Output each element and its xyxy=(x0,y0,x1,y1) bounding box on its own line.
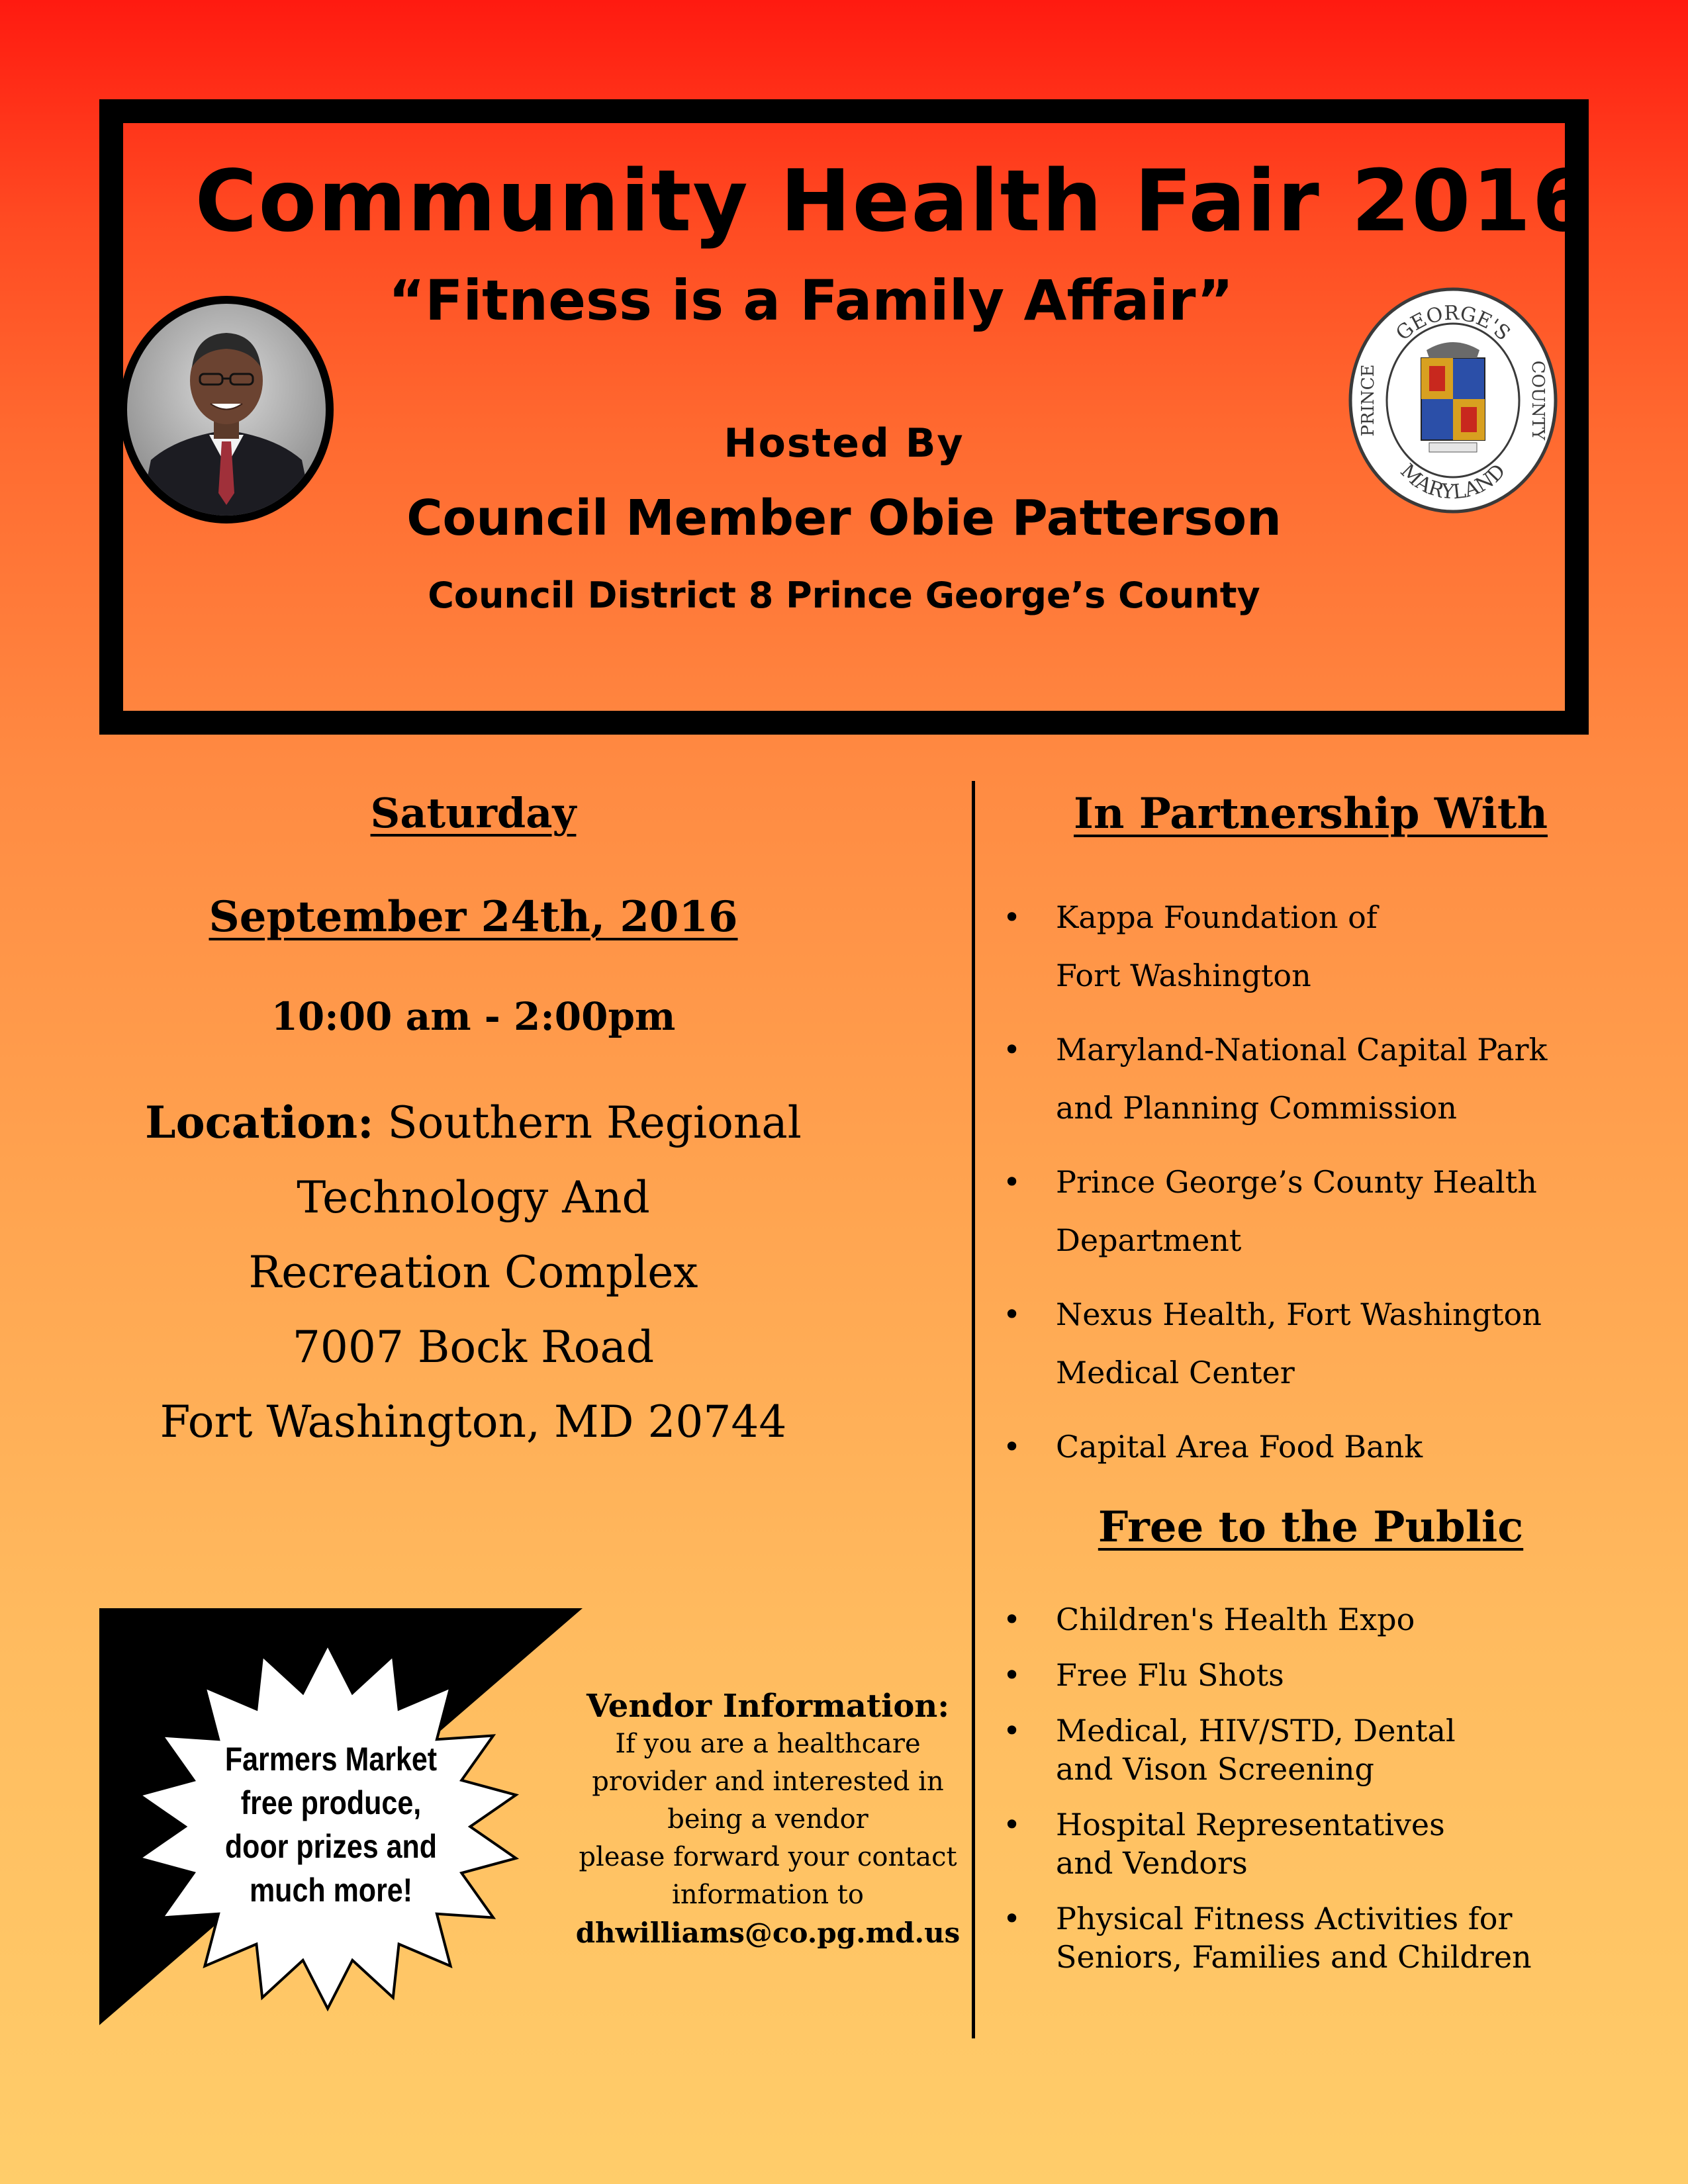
farmers-market-text: Farmers Market free produce, door prizes and much more! xyxy=(224,1741,438,1909)
vendor-line: If you are a healthcare xyxy=(615,1729,921,1759)
free-item: • Children's Health Expo xyxy=(1003,1602,1415,1637)
event-location xyxy=(93,1085,854,1459)
event-time: 10:00 am - 2:00pm xyxy=(271,994,676,1039)
council-district: Council District 8 Prince George’s County xyxy=(428,574,1260,616)
county-seal xyxy=(1347,287,1559,515)
partner-item: • Maryland-National Capital Park and Planning Commission xyxy=(1003,1032,1548,1126)
free-item: • Free Flu Shots xyxy=(1003,1657,1284,1693)
event-day: Saturday xyxy=(370,789,577,837)
vendor-line: being a vendor xyxy=(667,1804,868,1835)
partners-list xyxy=(1003,888,1585,1492)
vendor-email: dhwilliams@co.pg.md.us xyxy=(575,1917,961,1949)
location-line: Location: Southern Regional xyxy=(145,1097,802,1148)
vendor-title: Vendor Information: xyxy=(586,1688,950,1725)
free-item: • Hospital Representatives and Vendors xyxy=(1003,1807,1445,1881)
free-services-list xyxy=(1003,1600,1599,1993)
seal-right-text: COUNTY xyxy=(1528,360,1548,441)
page-title: Community Health Fair 2016 xyxy=(195,152,1593,251)
partner-item: • Prince George’s County Health Department xyxy=(1003,1164,1537,1258)
seal-left-text: PRINCE xyxy=(1358,364,1378,437)
free-item: • Medical, HIV/STD, Dental and Vison Screening xyxy=(1003,1713,1456,1787)
vendor-line: please forward your contact xyxy=(579,1842,957,1872)
vendor-line: information to xyxy=(672,1880,864,1910)
host-name: Council Member Obie Patterson xyxy=(406,490,1282,547)
vendor-information xyxy=(549,1688,986,1952)
vendor-line: provider and interested in xyxy=(592,1766,944,1797)
location-label: Location: xyxy=(145,1097,374,1148)
partner-item: • Kappa Foundation of Fort Washington xyxy=(1003,899,1378,993)
tagline: “Fitness is a Family Affair” xyxy=(388,268,1234,333)
seal-bottom-text: MARYLAND xyxy=(1395,459,1511,504)
location-line: Fort Washington, MD 20744 xyxy=(160,1396,787,1447)
partner-item: • Capital Area Food Bank xyxy=(1003,1429,1423,1465)
seal-top-text: GEORGE'S xyxy=(1391,301,1515,345)
location-line: 7007 Bock Road xyxy=(292,1322,655,1373)
host-portrait xyxy=(118,295,335,525)
free-heading: Free to the Public xyxy=(1098,1502,1524,1552)
event-date: September 24th, 2016 xyxy=(209,892,738,942)
hosted-by-label: Hosted By xyxy=(724,420,964,467)
partner-item: • Nexus Health, Fort Washington Medical Center xyxy=(1003,1297,1542,1390)
location-line: Technology And xyxy=(297,1172,650,1223)
location-line: Recreation Complex xyxy=(248,1247,698,1298)
partners-heading: In Partnership With xyxy=(1074,789,1548,839)
free-item: • Physical Fitness Activities for Seniors, Families and Children xyxy=(1003,1901,1532,1975)
